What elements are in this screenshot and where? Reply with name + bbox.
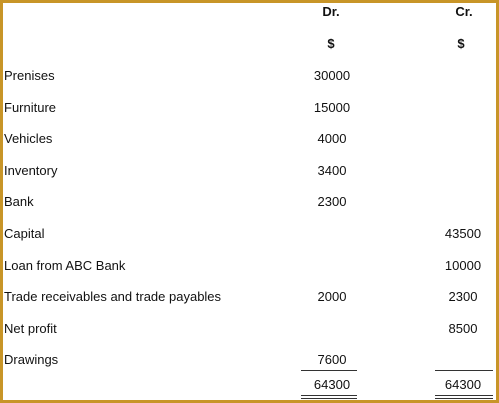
- row-label-vehicles: Vehicles: [4, 131, 53, 146]
- row-label-inventory: Inventory: [4, 163, 58, 178]
- row-debit-trade: 2000: [317, 289, 347, 304]
- debit-subtotal-rule: [301, 370, 357, 371]
- debit-total-double-rule: [301, 395, 357, 399]
- debit-column-header: Dr.: [322, 4, 340, 19]
- row-debit-premises: 30000: [313, 68, 351, 83]
- row-debit-inventory: 3400: [317, 163, 347, 178]
- debit-currency-symbol: $: [327, 36, 335, 51]
- row-label-bank: Bank: [4, 194, 34, 209]
- row-label-capital: Capital: [4, 226, 45, 241]
- row-label-premises: Prenises: [4, 68, 55, 83]
- row-credit-trade: 2300: [448, 289, 478, 304]
- row-credit-loan: 10000: [444, 258, 482, 273]
- row-label-trade: Trade receivables and trade payables: [4, 289, 222, 304]
- credit-total: 64300: [444, 377, 482, 392]
- credit-currency-symbol: $: [457, 36, 465, 51]
- credit-column-header: Cr.: [455, 4, 473, 19]
- row-debit-bank: 2300: [317, 194, 347, 209]
- row-debit-furniture: 15000: [313, 100, 351, 115]
- row-credit-capital: 43500: [444, 226, 482, 241]
- row-debit-vehicles: 4000: [317, 131, 347, 146]
- row-label-drawings: Drawings: [4, 352, 59, 367]
- row-label-furniture: Furniture: [4, 100, 57, 115]
- row-label-loan: Loan from ABC Bank: [4, 258, 126, 273]
- credit-total-double-rule: [435, 395, 493, 399]
- row-label-net-profit: Net profit: [4, 321, 57, 336]
- row-credit-net-profit: 8500: [448, 321, 478, 336]
- credit-subtotal-rule: [435, 370, 493, 371]
- row-debit-drawings: 7600: [317, 352, 347, 367]
- debit-total: 64300: [313, 377, 351, 392]
